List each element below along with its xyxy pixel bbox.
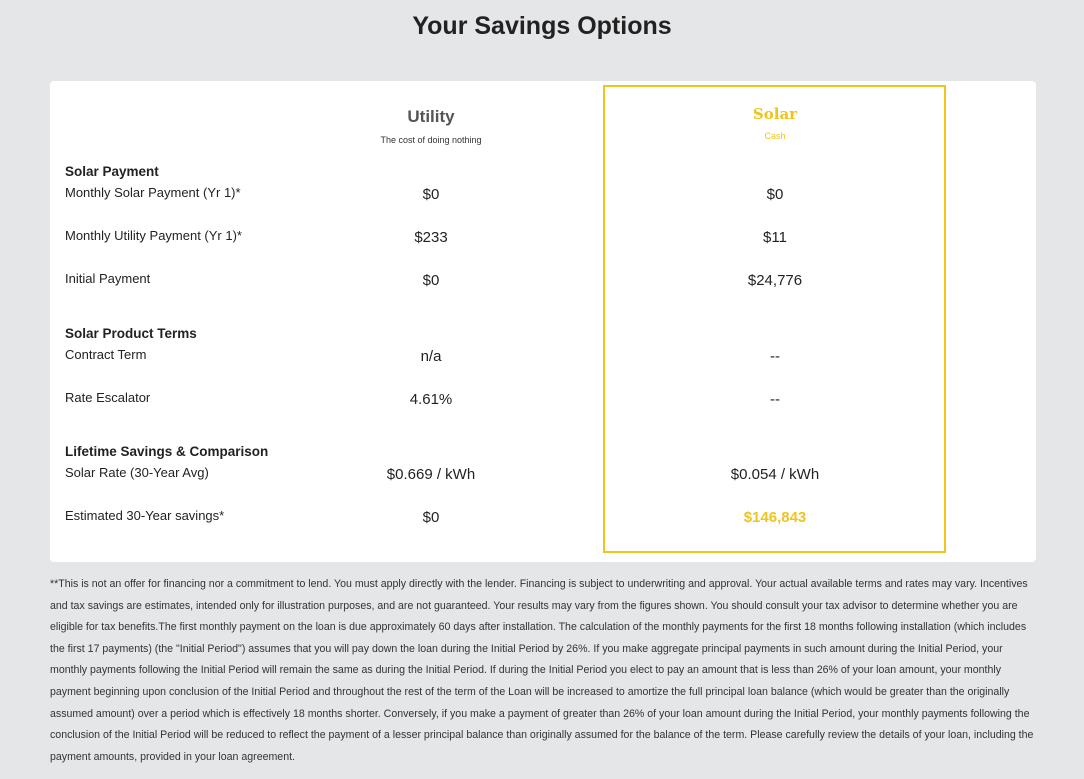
savings-comparison-card bbox=[50, 81, 1036, 562]
utility-column-subtitle: The cost of doing nothing bbox=[380, 135, 482, 145]
solar-rate-escalator: -- bbox=[770, 391, 780, 408]
utility-contract-term: n/a bbox=[420, 348, 442, 365]
solar-column-title: Solar bbox=[752, 105, 798, 123]
disclaimer-text: **This is not an offer for financing nor a commitment to lend. You must apply directly with the lender. Financing is subject to underwriting and approval. Your actual available terms and rates may vary. Incentives and tax savings are estimates, intended only for illustration purposes, and are not guaranteed. Your results may vary from the figures shown. You should consult your tax advisor to determine whether you are eligible for tax benefits.The first monthly payment on the loan is due approximately 60 days after installation. The calculation of the monthly payments for the first 18 months following installation (which includes the first 17 payments) (the "Initial Period") assumes that you will pay down the loan during the Initial Period by 26%. If you make aggregate principal payments in such amount during the Initial Period, your monthly payments following the Initial Period will remain the same as during the Initial Period. If during the Initial Period you elect to pay an amount that is less than 26% of your loan amount, your monthly payment beginning upon conclusion of the Initial Period and throughout the rest of the term of the Loan will be increased to amortize the full principal loan balance (which would be greater than the originally assumed amount) over a period which is effectively 18 months shorter. Conversely, if you make a payment of greater than 26% of your loan amount during the Initial Period, your monthly payments following the conclusion of the Initial Period will be reduced to reflect the payment of a lesser principal balance than originally assumed for the balance of the term. Please carefully review the details of your loan, including the payment amounts, provided in your loan agreement. bbox=[50, 578, 1034, 763]
page-title: Your Savings Options bbox=[412, 12, 672, 40]
utility-monthly-utility-payment: $233 bbox=[414, 229, 448, 246]
solar-initial-payment: $24,776 bbox=[747, 272, 803, 289]
solar-column-header bbox=[676, 105, 874, 141]
solar-monthly-utility-payment: $11 bbox=[763, 229, 787, 246]
section-title-solar-payment: Solar Payment bbox=[65, 164, 159, 179]
utility-monthly-solar-payment: $0 bbox=[422, 186, 440, 203]
row-label-estimated-savings: Estimated 30-Year savings* bbox=[65, 508, 225, 523]
utility-estimated-savings: $0 bbox=[422, 509, 440, 526]
solar-solar-rate: $0.054 / kWh bbox=[730, 466, 820, 483]
solar-monthly-solar-payment: $0 bbox=[766, 186, 784, 203]
row-label-rate-escalator: Rate Escalator bbox=[65, 390, 151, 405]
row-label-solar-rate: Solar Rate (30-Year Avg) bbox=[65, 465, 209, 480]
row-label-monthly-solar-payment: Monthly Solar Payment (Yr 1)* bbox=[65, 185, 241, 200]
utility-column-title: Utility bbox=[407, 107, 455, 126]
utility-rate-escalator: 4.61% bbox=[409, 391, 453, 408]
utility-solar-rate: $0.669 / kWh bbox=[386, 466, 476, 483]
section-title-lifetime-savings: Lifetime Savings & Comparison bbox=[65, 444, 269, 459]
row-label-monthly-utility-payment: Monthly Utility Payment (Yr 1)* bbox=[65, 228, 242, 243]
section-title-solar-product-terms: Solar Product Terms bbox=[65, 326, 197, 341]
solar-estimated-savings: $146,843 bbox=[743, 509, 807, 526]
utility-initial-payment: $0 bbox=[422, 272, 440, 289]
solar-column-subtitle: Cash bbox=[764, 131, 786, 141]
row-label-contract-term: Contract Term bbox=[65, 347, 147, 362]
utility-column-header bbox=[332, 107, 530, 145]
solar-contract-term: -- bbox=[770, 348, 780, 365]
row-label-initial-payment: Initial Payment bbox=[65, 271, 151, 286]
